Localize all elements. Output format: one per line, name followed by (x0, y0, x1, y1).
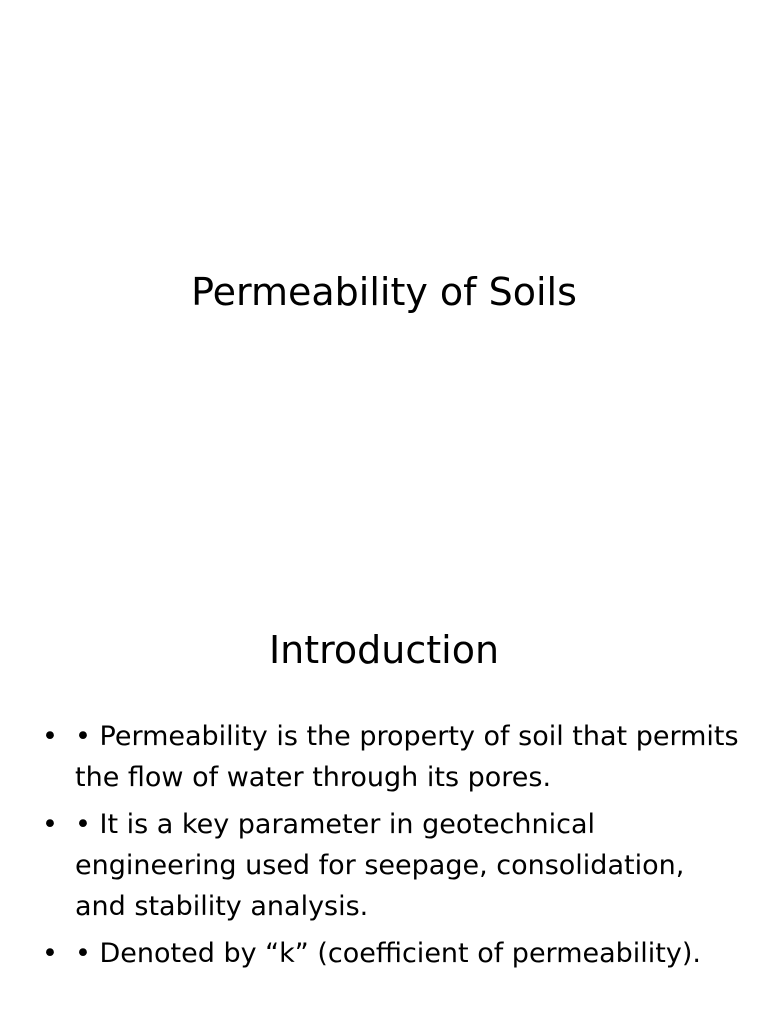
bullet-text: • Denoted by “k” (coefficient of permeability). (75, 938, 701, 969)
bullet-marker: • (42, 721, 58, 752)
bullet-text: • It is a key parameter in geotechnical engineering used for seepage, consolidation, and stability analysis. (75, 809, 685, 922)
bullet-text: • Permeability is the property of soil that permits the flow of water through its pores. (75, 721, 739, 793)
bullet-marker: • (42, 938, 58, 969)
list-item (40, 716, 740, 798)
section-heading: Introduction (268, 628, 500, 672)
list-item (40, 933, 740, 974)
bullet-marker: • (42, 809, 58, 840)
slide-title: Permeability of Soils (191, 270, 577, 314)
bullet-list (40, 716, 740, 980)
list-item (40, 804, 740, 927)
